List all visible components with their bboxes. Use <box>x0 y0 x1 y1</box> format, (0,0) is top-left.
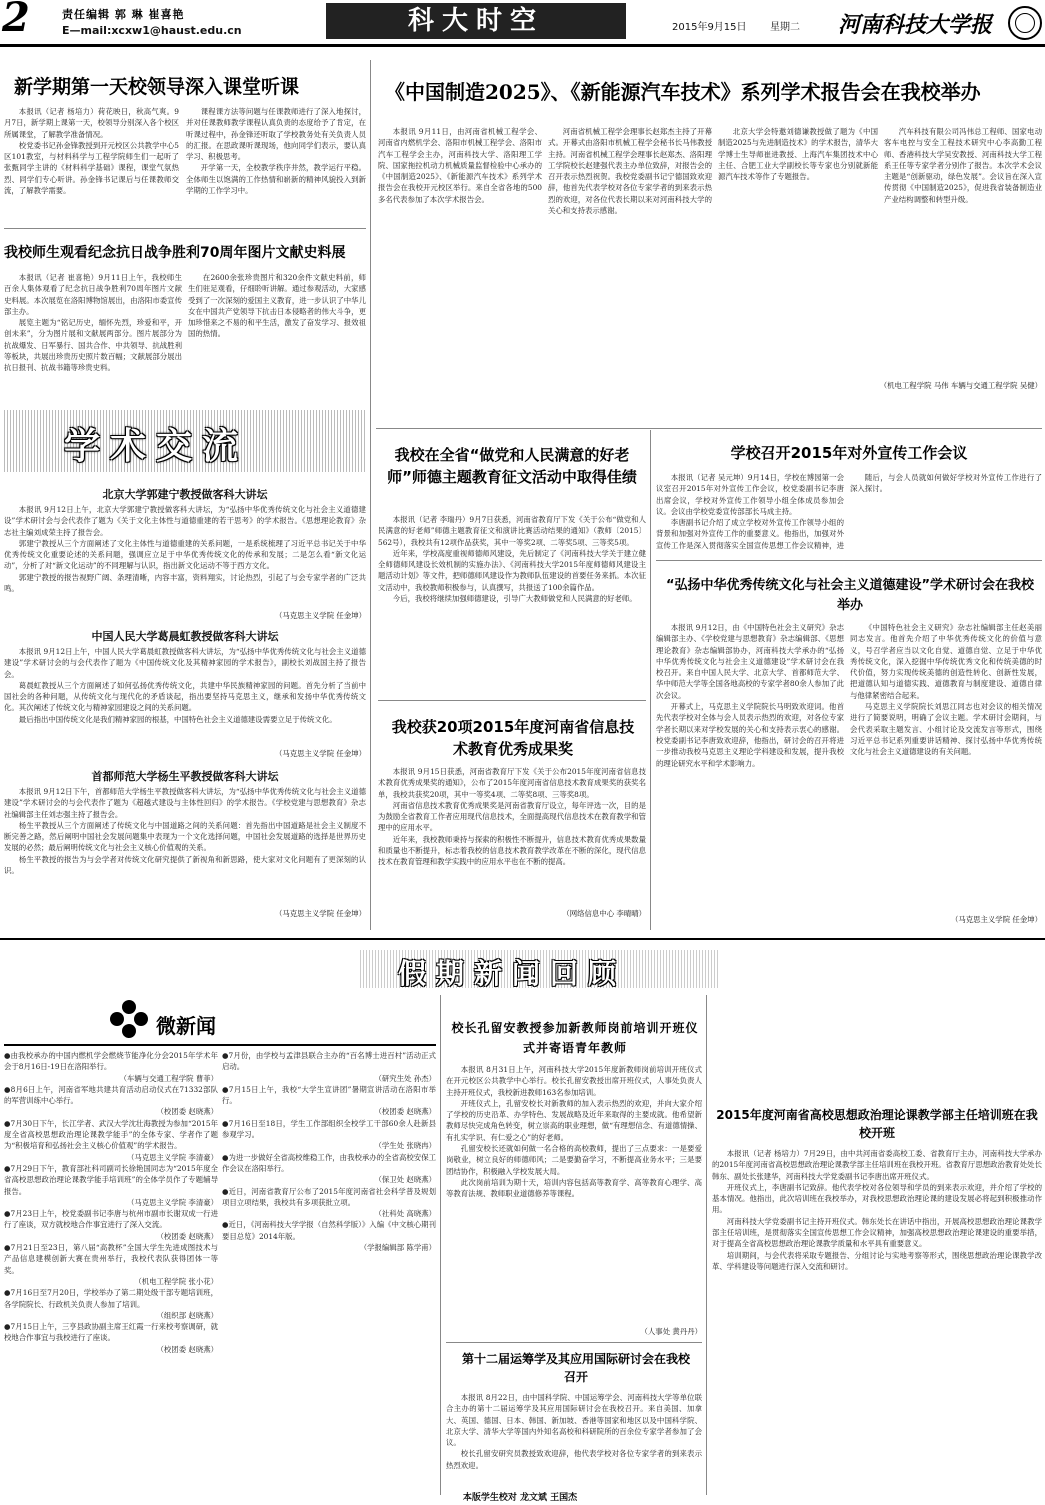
paragraph: 《中国特色社会主义研究》杂志社编辑部主任赵美丽同志发言。他首先介绍了中华优秀传统文化的价值与意义，号召学者应当以文化自觉、道德自觉、立足于中华优秀传统文化，深入挖掘中华传统优秀文化和传统美德的时代价值，努力实现传统美德的创造性转化、创新性发展，把道德认知与道德实践、道德教育与制度建设、道德自律与他律紧密结合起来。 <box>850 623 1042 700</box>
paragraph: 今后，我校将继续加强师德建设，引导广大教师做党和人民满意的好老师。 <box>392 594 637 604</box>
article-body-exhibition-right <box>188 272 366 396</box>
article-title-gechenhong: 中国人民大学葛晨虹教授做客科大讲坛 <box>91 630 279 643</box>
issue-date: 2015年9月15日 <box>672 22 747 33</box>
editor-email: E—mail:xcxw1@haust.edu.cn <box>62 24 242 37</box>
list-item: ●由我校承办的中国内燃机学会燃烧节能净化分会2015年学术年会于8月16日-19日在洛阳举行。 （车辆与交通工程学院 曹菲） <box>4 1051 218 1083</box>
paragraph: 在2600余张珍贵图片和320余件文献史料前，师生们驻足观看，仔细聆听讲解。通过参观活动，大家感受到了一次深刻的爱国主义教育，进一步认识了中华儿女在中国共产党领导下抗击日本侵略者的伟大斗争，更加珍惜来之不易的和平生活，激发了奋发学习、报效祖国的热情。 <box>188 273 366 339</box>
article-body-made-in-china-4 <box>884 126 1042 376</box>
article-body-gechenhong <box>4 646 366 746</box>
list-item: ●8月6日上午，河南省军地共建共育活动启动仪式在71332部队的军营训练中心举行。 （校团委 赵晓燕） <box>4 1084 218 1117</box>
paragraph: 近年来，我校教师秉持与探索的积极性不断提升，信息技术教育优秀成果数量和质量也不断提升，标志着我校的信息技术教育教学改革在不断的深化，现代信息技术在教育管理和教学实践中的应用水平也在不断的提高。 <box>378 834 646 867</box>
divider <box>656 560 1042 561</box>
article-title-exhibition: 我校师生观看纪念抗日战争胜利70周年图片文献史料展 <box>4 245 346 261</box>
signature: （马克思主义学院 任金坤） <box>274 611 366 620</box>
paragraph: 本报讯（记者 崔喜艳）9月11日上午，我校师生百余人集体观看了纪念抗日战争胜利70周年图片文献史料展。本次展览在洛阳博物馆展出，由洛阳市委宣传部主办。 <box>4 273 182 316</box>
list-item: ●7月23日上午，校党委副书记李唐与杭州市副市长谢双成一行进行了座谈，双方就校地合作事宜进行了深入交流。 （校团委 赵晓燕） <box>4 1209 218 1241</box>
article-title-teacher-ethics: 我校在全省“做党和人民满意的好老师”师德主题教育征文活动中取得佳绩 <box>387 446 637 486</box>
article-body-exhibition-left <box>4 272 182 396</box>
list-item: ●7月15日上午，三亨县政协副主席王红霞一行来校考察调研，就校地合作事宜与我校进行了座谈。 （校团委 赵晓燕） <box>4 1322 218 1354</box>
divider <box>4 228 366 229</box>
holiday-banner <box>360 950 720 988</box>
list-item: ●7月16日至18日，学生工作部组织全校学工干部60余人赴新县参观学习。 （学生处 张晓冉） <box>222 1118 436 1151</box>
paragraph: 最后指出中国传统文化是我们精神家园的根基，中国特色社会主义道德建设需要立足于传统文化。 <box>18 714 337 724</box>
article-title-ideology-training: 2015年度河南省高校思想政治理论课教学部主任培训班在我校开班 <box>716 1108 1038 1140</box>
list-item: ●7月29日下午，教育部社科司副司长徐艳国同志为“2015年度全省高校思想政治理论课教学能手培训班”的全体学员作了专题辅导报告。 （马克思主义学院 李清豪） <box>4 1163 218 1207</box>
column-divider <box>650 430 651 930</box>
paragraph: 杨生平教授从三个方面阐述了传统文化与中国道路之间的关系问题：首先指出中国道路是社会主义制度不断完善之路，然后阐明中国社会发展问题集中表现为一个文化选择问题，中国社会发展道路的选择是世界历史发展的必然；最后阐明传统文化与社会主义核心价值观的关系。 <box>4 820 366 853</box>
article-body-classroom-left <box>4 106 179 226</box>
list-item: ●近日，《河南科技大学学报（自然科学版）》入编《中文核心期刊要目总览》2014年版。 （学报编辑部 陈学甫） <box>222 1220 436 1253</box>
paragraph: 本报讯（记者 吴元坤）9月14日，学校在博园第一会议室召开2015年对外宣传工作会议，校党委副书记李唐出席会议，学校对外宣传工作领导小组全体成员参加会议。会议由学校党委宣传部部长马成主持。 <box>656 473 844 516</box>
paragraph: 近年来，学校高度重视师德师风建设，先后制定了《河南科技大学关于建立健全师德师风建设长效机制的实施办法》、《河南科技大学2015年度师德师风建设主题活动计划》等文件，把师德师风建设作为教师队伍建设的首要任务来抓。本次征文活动中，我校教师积极参与，认真撰写，共报送了100余篇作品。 <box>378 548 646 592</box>
article-title-new-teachers: 校长孔留安教授参加新教师岗前培训开班仪式并寄语青年教师 <box>451 1021 699 1055</box>
paragraph: 北京大学会特邀刘德谦教授做了题为《中国制造2025与先进制造技术》的学术报告，清华大学博士生导师崔进教授、上海汽车集团技术中心主任、合肥工业大学副校长等专家也分别就新能源汽车技术等作了专题报告。 <box>718 127 878 182</box>
article-body-publicity-left <box>656 472 844 552</box>
paragraph: 马克思主义学院院长刘思江同志也对会议的相关情况进行了简要说明，明确了会议主题。学术研讨会期间，与会代表采取主题发言、小组讨论及交流发言等形式，围绕习近平总书记系列重要讲话精神、探讨弘扬中华优秀传统文化与社会主义道德建设的有关问题。 <box>850 702 1042 757</box>
signature: （马克思主义学院 任金坤） <box>274 749 366 758</box>
paragraph: 河南省机械工程学会理事长赵郑杰主持了开幕式。开幕式由洛阳市机械工程学会秘书长马伟教授主持。河南省机械工程学会理事长赵郑杰、洛阳理工学院校长赵建强代表主办单位致辞，对报告会的召开表示热烈祝贺。我校党委副书记宁德国致欢迎辞，他首先代表学校对各位专家学者的到来表示热烈的欢迎，对各位代表长期以来对河南科技大学的关心和支持表示感谢。 <box>548 127 712 216</box>
paragraph: 郭建宁教授的报告视野广阔、条理清晰，内容丰富，资料翔实，讨论热烈，引起了与会专家学者的广泛共鸣。 <box>4 572 366 594</box>
article-title-made-in-china: 《中国制造2025》、《新能源汽车技术》系列学术报告会在我校举办 <box>385 80 981 104</box>
paragraph: 本报讯 9月12日下午，首都师范大学杨生平教授做客科大讲坛，为“弘扬中华优秀传统文化与社会主义道德建设”学术研讨会的与会代表作了题为《超越式建设与主体性回归》的学术报告。《学校党建与思想教育》杂志社编辑部主任刘志强主持了报告会。 <box>4 787 366 819</box>
paragraph: 培训期间，与会代表将采取专题报告、分组讨论与实地考察等形式，围绕思想政治理论课教学改革、学科建设等问题进行深入交流和研讨。 <box>712 1250 1042 1271</box>
list-item: ●7月份，由学校与孟津县联合主办的“百名博士进百村”活动正式启动。 （研究生处 孙杰） <box>222 1051 436 1083</box>
paragraph: 本报讯 8月31日上午，河南科技大学2015年度新教师岗前培训开班仪式在开元校区公共教学中心举行。校长孔留安教授出席开班仪式，人事处负责人主持开班仪式，我校新进教师163名参加培训。 <box>446 1065 702 1097</box>
article-title-guojianning: 北京大学郭建宁教授做客科大讲坛 <box>102 488 268 501</box>
signature: （网络信息中心 李晴晴） <box>562 909 646 918</box>
article-title-or-conference: 第十二届运筹学及其应用国际研讨会在我校召开 <box>461 1352 690 1384</box>
article-title-publicity: 学校召开2015年对外宣传工作会议 <box>730 444 968 462</box>
divider <box>378 700 646 701</box>
academic-banner <box>4 410 366 472</box>
column-divider <box>370 60 371 930</box>
paragraph: 随后，与会人员就如何做好学校对外宣传工作进行了深入探讨。 <box>850 473 1042 494</box>
paragraph: 本报讯 9月15日获悉，河南省教育厅下发《关于公布2015年度河南省信息技术教育优秀成果奖的通知》，公布了2015年度河南省信息技术教育成果奖的获奖名单，我校共获奖20项，其中一等奖4项、二等奖8项、三等奖8项。 <box>378 767 646 799</box>
article-body-publicity-right <box>850 472 1042 552</box>
holiday-banner-text: 假期新闻回顾 <box>398 957 627 990</box>
article-body-made-in-china-1 <box>378 126 542 426</box>
article-title-seminar: “弘扬中华优秀传统文化与社会主义道德建设”学术研讨会在我校举办 <box>665 578 1035 613</box>
signature: （人事处 黄丹丹） <box>640 1327 702 1336</box>
paragraph: 展览主题为“铭记历史，缅怀先烈，珍爱和平，开创未来”，分为图片展和文献展两部分。图片展部分为抗战爆发、日军暴行、国共合作、中共领导、抗战胜利等板块，共展出珍贵历史照片数百幅；文献展部分展出抗日报刊、抗战书籍等珍贵史料。 <box>4 318 182 373</box>
list-item: ●7月15日上午，我校“大学生宣讲团”暑期宣讲活动在洛阳市举行。 （校团委 赵晓燕） <box>222 1084 436 1117</box>
university-seal-icon <box>1008 6 1042 40</box>
paragraph: 本报讯 9月12日，由《中国特色社会主义研究》杂志编辑部主办、《学校党建与思想教育》杂志编辑部、《思想理论教育》杂志编辑部协办，河南科技大学承办的“弘扬中华优秀传统文化与社会主义道德建设”学术研讨会在我校召开。来自中国人民大学、北京大学、首都师范大学、华中师范大学等全国各地高校的专家学者80余人参加了此次会议。 <box>656 623 844 700</box>
signature: （马克思主义学院 任金坤） <box>274 909 366 918</box>
micro-news-col-left <box>4 1050 218 1500</box>
proofreader-credit: 本版学生校对 龙文斌 王国杰 <box>462 1493 578 1503</box>
section-title: 科大时空 <box>326 3 626 39</box>
paragraph: 河南科技大学党委副书记主持开班仪式。韩东处长在讲话中指出，开展高校思想政治理论课教学部主任培训班，是贯彻落实全国宣传思想工作会议精神，加强高校思想政治理论课建设的重要举措，对于提高全省高校思想政治理论课教学质量和水平具有重要意义。 <box>712 1216 1042 1249</box>
paragraph: 开班仪式上，李唐副书记致辞。他代表学校对各位领导和学员的到来表示欢迎，并介绍了学校的基本情况。他指出，此次培训班在我校举办，对我校思想政治理论课的建设发展必将起到积极推动作用。 <box>712 1182 1042 1215</box>
paragraph: 孔留安校长还就如何做一名合格的高校教师，提出了三点要求：一是要爱岗敬业，树立良好的师德师风；二是要勤奋学习，不断提高业务水平；三是要团结协作，积极融入学校发展大局。 <box>446 1144 702 1176</box>
article-body-ideology-training <box>712 1148 1042 1488</box>
paragraph: 本报讯 9月12日上午，北京大学郭建宁教授做客科大讲坛，为“弘扬中华优秀传统文化与社会主义道德建设”学术研讨会与会代表作了题为《关于文化主体性与道德重建的若干思考》的学术报告。《思想理论教育》杂志社主编刘成荣主持了报告会。 <box>4 505 366 537</box>
article-body-new-teachers-1 <box>446 1064 702 1324</box>
paragraph: 河南省信息技术教育优秀成果奖是河南省教育厅设立，每年评选一次，目的是为鼓励全省教育工作者应用现代信息技术，全面提高现代信息技术在教育教学和管理中的应用水平。 <box>378 800 646 833</box>
paragraph: 本报讯 9月12日上午，中国人民大学葛晨虹教授做客科大讲坛，为“弘扬中华优秀传统文化与社会主义道德建设”学术研讨会的与会代表作了题为《中国传统文化及其精神家园的学术报告》，副校长刘战国主持了报告会。 <box>4 647 366 679</box>
paragraph: 开幕式上，马克思主义学院院长马明致欢迎词。他首先代表学校对全体与会人员表示热烈的欢迎，对各位专家学者长期以来对学校发展的关心和支持表示衷心的感谢。校党委副书记李唐致欢迎辞，他指出，研讨会的召开将进一步推动我校马克思主义理论学科建设和发展，提升我校的理论研究水平和学术影响力。 <box>656 702 844 768</box>
paper-name: 河南科技大学报 <box>838 12 993 38</box>
article-body-made-in-china-2 <box>548 126 712 426</box>
paragraph: 李唐副书记介绍了成立学校对外宣传工作领导小组的背景和加强对外宣传工作的重要意义。他指出，加强对外宣传工作是深入贯彻落实全国宣传思想工作会议精神，进 <box>656 518 844 550</box>
signature: （机电工程学院 马伟 车辆与交通工程学院 吴健） <box>879 381 1042 390</box>
article-body-seminar-right <box>850 622 1042 912</box>
article-body-classroom-right <box>186 106 366 226</box>
editor-line: 责任编辑 郭 琳 崔喜艳 <box>62 8 185 21</box>
paragraph: 郭建宁教授从三个方面阐述了文化主体性与道德重建的关系问题，一是系统梳理了习近平总书记关于中华优秀传统文化重要论述的关系问题，强调应立足于中华优秀传统文化的传承和发展；二是怎么看“新文化运动”，分析了对“新文化运动”的不同理解与认识，指出新文化运动不等于西方文化。 <box>4 538 366 571</box>
column-divider <box>706 995 707 1495</box>
signature: （马克思主义学院 任金坤） <box>950 915 1042 924</box>
paragraph: 本报讯（记者 杨培力）荷花映日，秋高气爽。9月7日，新学期上课第一天，校领导分别深入各个校区所属课堂，了解教学准备情况。 <box>4 107 179 139</box>
article-body-yangshengping <box>4 786 366 906</box>
list-item: ●为进一步做好全省高校维稳工作，由我校承办的全省高校安保工作会议在洛阳举行。 （保卫处 赵晓燕） <box>222 1152 436 1185</box>
page-number: 2 <box>2 0 30 41</box>
article-title-yangshengping: 首都师范大学杨生平教授做客科大讲坛 <box>91 770 279 783</box>
list-item: ●7月21日至23日，第八届“高教杯”全国大学生先进成图技术与产品信息建模创新大赛在贵州举行，我校代表队获得团体一等奖。 （机电工程学院 张小花） <box>4 1243 218 1286</box>
paragraph: 此次岗前培训为期十天，培训内容包括高等教育学、高等教育心理学、高等教育法规、教师职业道德修养等课程。 <box>446 1177 702 1199</box>
divider <box>446 1342 702 1343</box>
paragraph: 课程课方法等问题与任课教师进行了深入地探讨，并对任课教师教学课程认真负责的态度给予了肯定，在听课过程中，孙金锋还听取了学校教务处有关负责人员的汇报。在思政课听课现场，他向同学们表示，要认真学习、积极思考。 <box>186 107 366 162</box>
paragraph: 开学第一天，全校教学秩序井然，教学运行平稳。全体师生以饱满的工作热情和崭新的精神风貌投入到新学期的工作学习中。 <box>186 163 366 196</box>
paragraph: 本报讯（记者 杨培力）7月29日，由中共河南省委高校工委、省教育厅主办，河南科技大学承办的2015年度河南省高校思想政治理论课教学部主任培训班在我校开班。省教育厅思想政治教育处处长韩东、副处长张建华，河南科技大学党委副书记李唐出席开班仪式。 <box>712 1149 1042 1181</box>
article-title-it-award: 我校获20项2015年度河南省信息技术教育优秀成果奖 <box>391 718 635 758</box>
paragraph: 本报讯 8月22日，由中国科学院、中国运筹学会、河南科技大学等单位联合主办的第十二届运筹学及其应用国际研讨会在我校召开。来自美国、加拿大、英国、德国、日本、韩国、新加坡、香港等国家和地区以及中国科学院、北京大学、清华大学等国内外知名高校和科研院所的百余位专家学者参加了会议。 <box>446 1393 702 1448</box>
list-item: ●近日，河南省教育厅公布了2015年度河南省社会科学普及规划项目立项结果，我校共有多项获批立项。 （社科处 高晓燕） <box>222 1186 436 1219</box>
micro-news-title: 微新闻 <box>156 1014 216 1038</box>
list-item: ●7月16日至7月20日，学校举办了第二期处级干部专题培训班，各学院院长、行政机关负责人参加了培训。 （组织部 赵晓燕） <box>4 1288 218 1320</box>
paragraph: 本报讯 9月11日，由河南省机械工程学会、河南省内燃机学会、洛阳市机械工程学会、洛阳市汽车工程学会主办，河南科技大学、洛阳理工学院、国家拖拉机动力机械质量监督检验中心承办的《中国制造2025》、《新能源汽车技术》系列学术报告会在我校开元校区举行。来自全省各地的500多名代表参加了本次学术报告会。 <box>378 127 542 204</box>
article-body-seminar-left <box>656 622 844 922</box>
article-body-guojianning <box>4 504 366 608</box>
paragraph: 本报讯（记者 李瑞丹）9月7日获悉，河南省教育厅下发《关于公布“做党和人民满意的好老师”师德主题教育征文和演讲比赛活动结果的通知》（教师〔2015〕562号），我校共有12项作品获奖，其中一等奖2项、二等奖5项、三等奖5项。 <box>378 515 646 547</box>
article-title-classroom: 新学期第一天校领导深入课堂听课 <box>14 76 300 98</box>
paragraph: 开班仪式上，孔留安校长对新教师的加入表示热烈的欢迎，并向大家介绍了学校的历史沿革、办学特色、发展战略及近年来取得的主要成就。他希望新教师尽快完成角色转变，树立崇高的职业理想，做“有理想信念、有道德情操、有扎实学识、有仁爱之心”的好老师。 <box>446 1098 702 1142</box>
section-rule <box>0 938 1045 940</box>
article-body-or-conference <box>446 1392 702 1482</box>
flower-icon <box>110 1000 150 1040</box>
paragraph: 杨生平教授的报告为与会学者对传统文化研究提供了新视角和新思路，使大家对文化问题有了更深刻的认识。 <box>4 854 366 876</box>
micro-news-col-right <box>222 1050 436 1490</box>
paragraph: 校长孔留安研究员教授致欢迎辞，他代表学校对各位专家学者的到来表示热烈欢迎。 <box>446 1449 702 1470</box>
list-item: ●7月30日下午，长江学者、武汉大学沈壮海教授为参加“2015年度全省高校思想政治理论课教学能手”的全体专家、学者作了题为“积极培育和弘扬社会主义核心价值观”的学术报告。 （马克思主义学院 李清豪） <box>4 1118 218 1162</box>
divider <box>376 428 1042 429</box>
paragraph: 校党委书记孙金锋教授到开元校区公共教学中心5区101教室，与材料科学与工程学院师生们一起听了张甄同学主讲的《材料科学基础》课程，课堂气氛热烈、同学们专心听讲。孙金锋书记课后与任课教师交流，了解教学需要。 <box>4 140 179 196</box>
divider <box>4 1044 436 1046</box>
paragraph: 汽车科技有限公司冯伟总工程师、国家电动客车电控与安全工程技术研究中心李高勤工程师、香港科技大学吴安教授、河南科技大学工程系王任等专家学者分别作了报告。本次学术会议主题是“创新驱动，绿色发展”。会议旨在深入宣传贯彻《中国制造2025》，促进我省装备制造业产业结构调整和转型升级。 <box>884 127 1042 204</box>
masthead-rule <box>0 44 1045 47</box>
column-divider <box>440 995 441 1495</box>
academic-banner-text: 学术交流 <box>64 426 249 467</box>
issue-weekday: 星期二 <box>770 22 800 33</box>
article-body-it-award <box>378 766 646 906</box>
paragraph: 葛晨虹教授从三个方面阐述了如何弘扬优秀传统文化，共建中华民族精神家园的问题。首先分析了当前中国社会的各种问题，从传统文化与现代化的矛盾谈起，指出要坚持马克思主义，继承和发扬中华优秀传统文化。其次阐述了传统文化与精神家园建设之间的关系问题。 <box>4 680 366 713</box>
article-body-teacher-ethics <box>378 514 646 694</box>
